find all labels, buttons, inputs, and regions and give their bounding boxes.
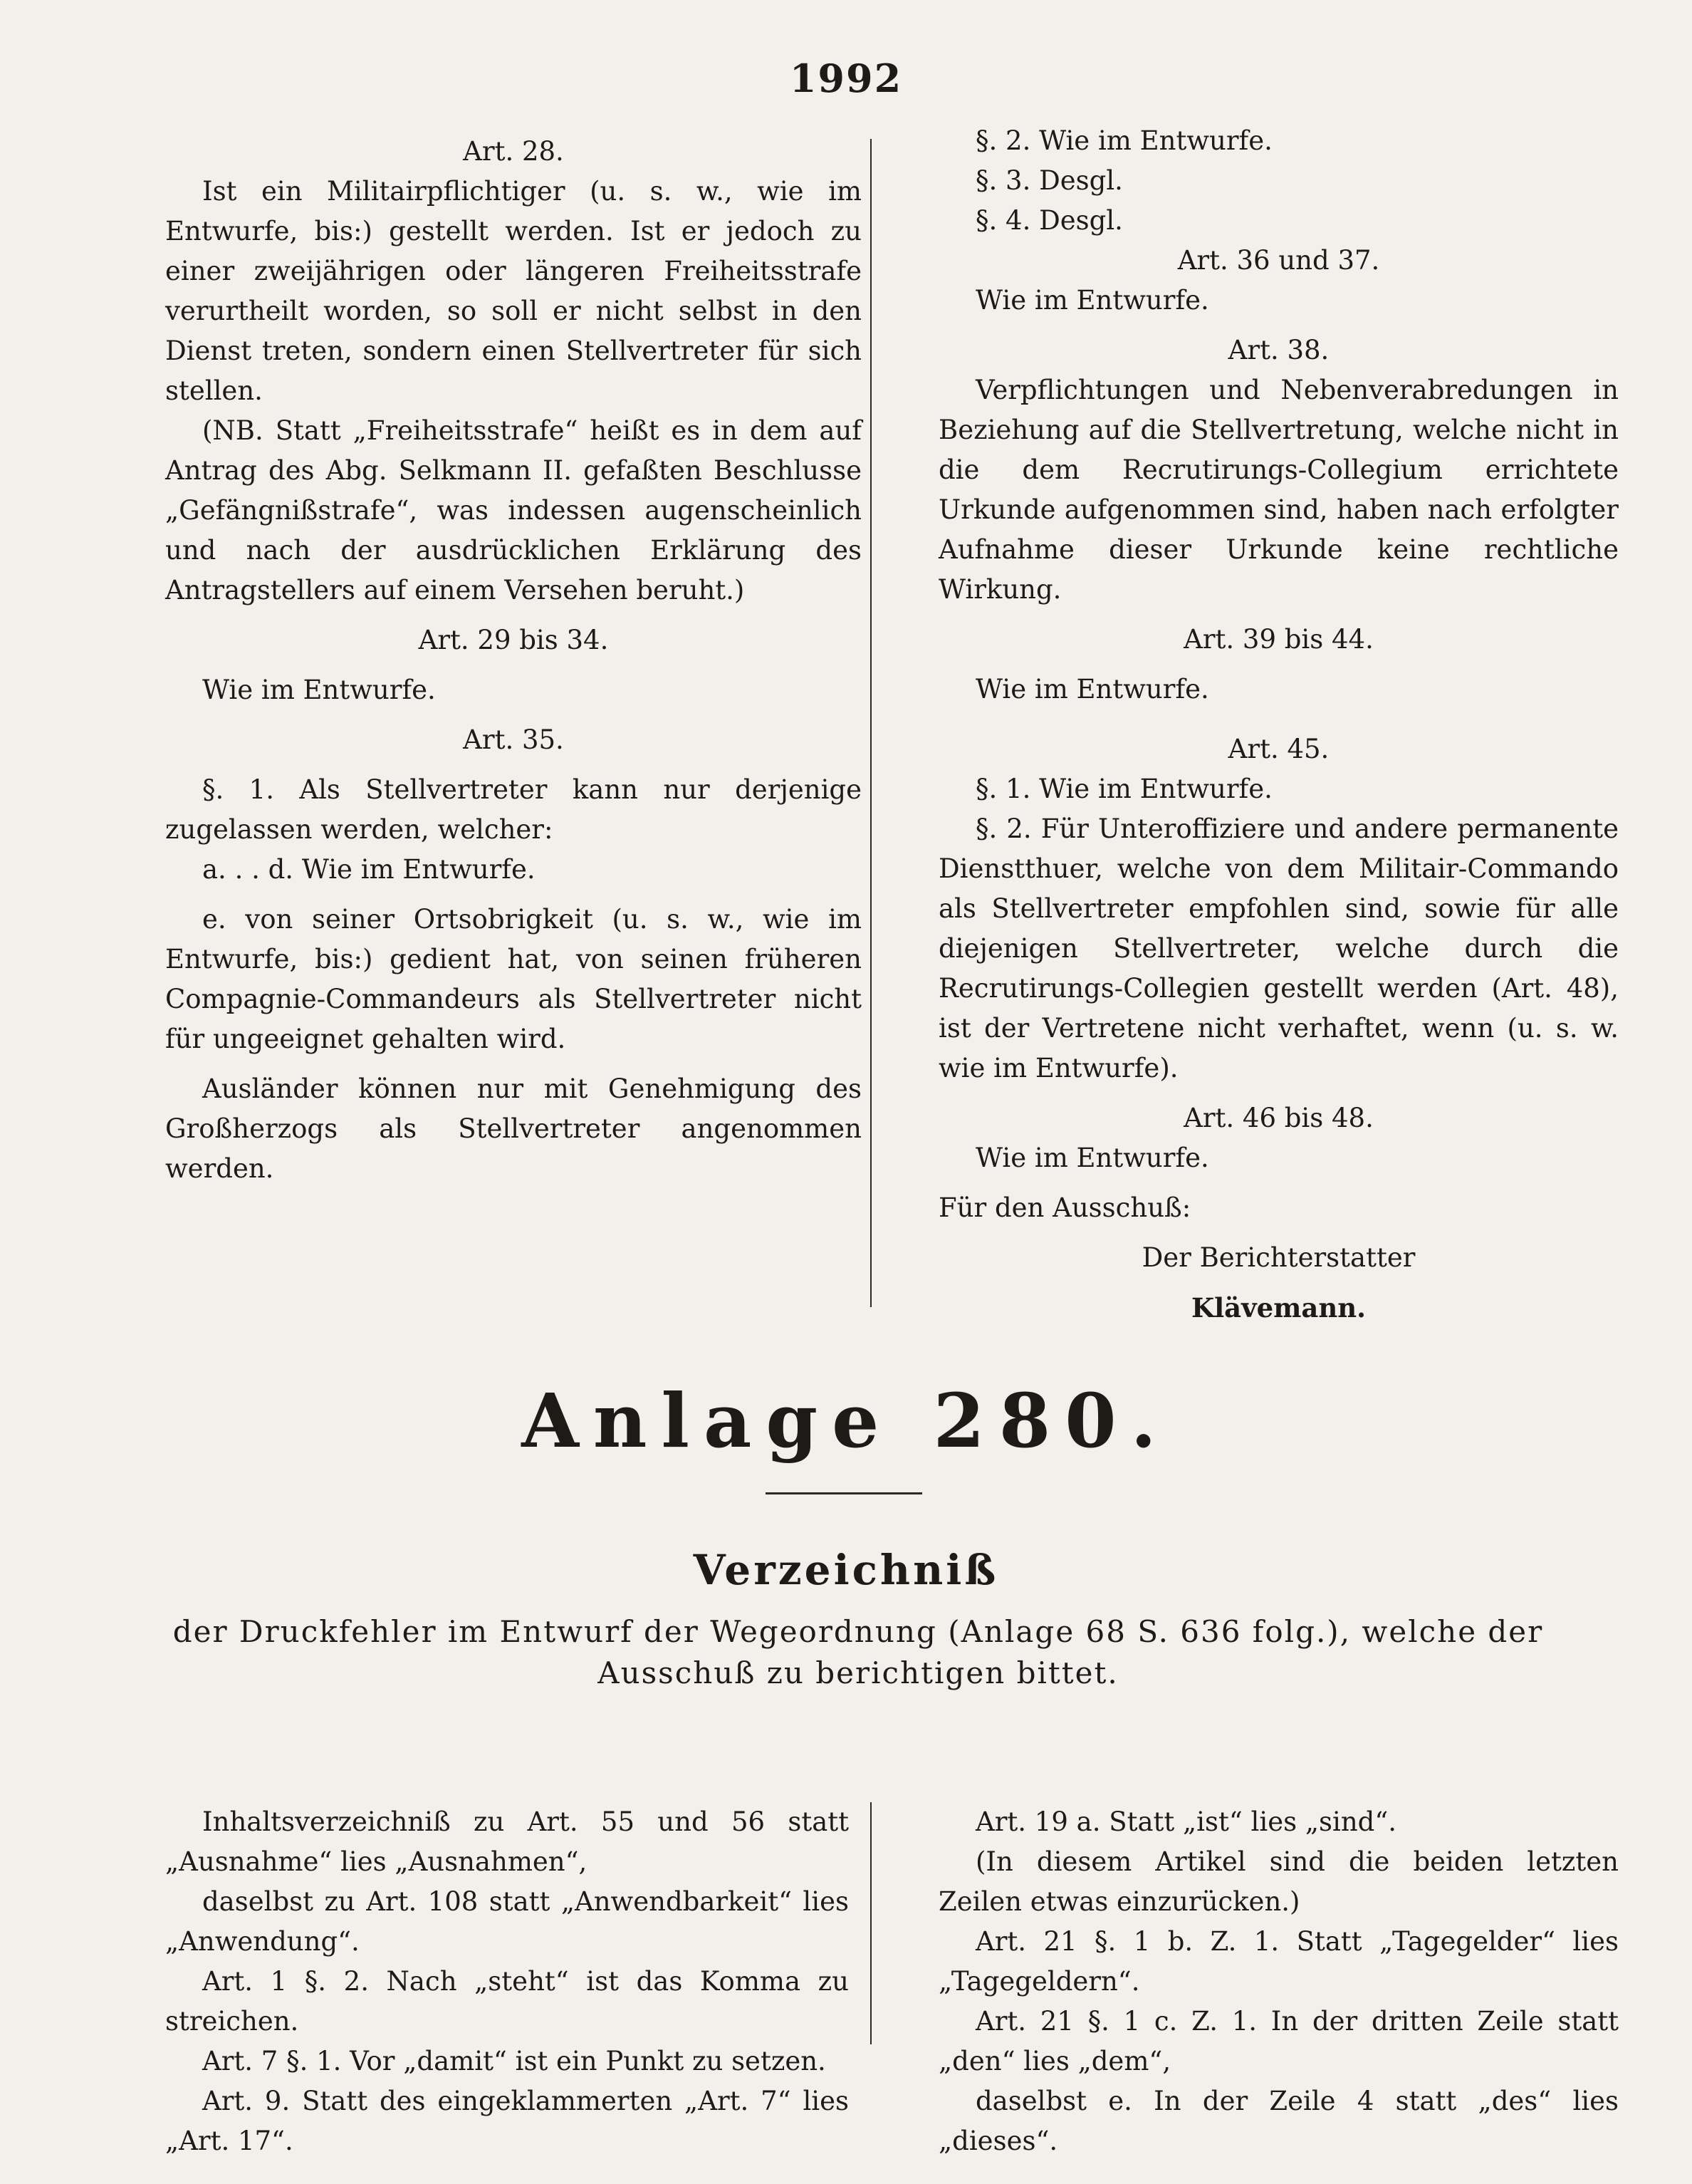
art45-para2: §. 2. Für Unteroffiziere und andere permanente Dienstthuer, welche von dem Militair-Commando als Stellvertreter empfohlen sind, sowie für alle diejenigen Stellvertreter, welche durch die Recrutirungs-Collegien gestellt werden (Art. 48), ist der Vertretene nicht verhaftet, wenn (u. s. w. wie im Entwurfe). <box>939 813 1619 1083</box>
art45-para1: §. 1. Wie im Entwurfe. <box>976 774 1273 804</box>
verzeichniss-heading: Verzeichniß <box>693 1546 999 1594</box>
art35-p4: §. 4. Desgl. <box>976 205 1123 236</box>
art35-items-a-d: a. . . d. Wie im Entwurfe. <box>202 854 536 885</box>
errata-item: Art. 19 a. Statt „ist“ lies „sind“. <box>976 1806 1397 1837</box>
art38-heading: Art. 38. <box>1228 335 1330 365</box>
reporter-title: Der Berichterstatter <box>1142 1242 1416 1273</box>
art36-37-heading: Art. 36 und 37. <box>1177 245 1380 276</box>
art46-48-heading: Art. 46 bis 48. <box>1184 1103 1374 1133</box>
errata-item: Art. 7 §. 1. Vor „damit“ ist ein Punkt zu setzen. <box>202 2046 826 2076</box>
nb-note: (NB. Statt „Freiheitsstrafe“ heißt es in dem auf Antrag des Abg. Selkmann II. gefaßten Beschlusse „Gefängnißstrafe“, was indessen augenscheinlich und nach der ausdrücklichen Erklärung des Antragstellers auf einem Versehen beruht.) <box>165 415 862 605</box>
art28-text: Ist ein Militairpflichtiger (u. s. w., wie im Entwurfe, bis:) gestellt werden. Ist er jedoch zu einer zweijährigen oder längeren Freiheitsstrafe verurtheilt worden, so soll er nicht selbst in den Dienst treten, sondern einen Stellvertreter für sich stellen. <box>165 176 862 406</box>
art46-48-text: Wie im Entwurfe. <box>976 1143 1209 1173</box>
art29-34-text: Wie im Entwurfe. <box>202 675 436 705</box>
art35-para1: §. 1. Als Stellvertreter kann nur derjenige zugelassen werden, welcher: <box>165 774 862 845</box>
art38-text: Verpflichtungen und Nebenverabredungen in Beziehung auf die Stellvertretung, welche nicht in die dem Recrutirungs-Collegium errichtete Urkunde aufgenommen sind, haben nach erfolgter Aufnahme dieser Urkunde keine rechtliche Wirkung. <box>939 375 1619 605</box>
art28-heading: Art. 28. <box>463 136 564 167</box>
left-column <box>165 132 862 1189</box>
art36-37-text: Wie im Entwurfe. <box>976 285 1209 316</box>
errata-item: Art. 21 §. 1 b. Z. 1. Statt „Tagegelder“ lies „Tagegeldern“. <box>939 1926 1619 1997</box>
errata-left-column <box>165 1802 849 2161</box>
art35-p3: §. 3. Desgl. <box>976 165 1123 196</box>
errata-item: daselbst zu Art. 108 statt „Anwendbarkeit“ lies „Anwendung“. <box>165 1886 849 1957</box>
page-number: 1992 <box>789 56 903 101</box>
errata-item: (In diesem Artikel sind die beiden letzten Zeilen etwas einzurücken.) <box>939 1846 1619 1917</box>
verzeichniss-subtitle: der Druckfehler im Entwurf der Wegeordnung (Anlage 68 S. 636 folg.), welche der Ausschuß zu berichtigen bittet. <box>172 1614 1544 1690</box>
art45-heading: Art. 45. <box>1228 734 1330 764</box>
committee-line: Für den Ausschuß: <box>939 1192 1191 1223</box>
reporter-name: Klävemann. <box>1191 1292 1367 1324</box>
right-column <box>939 121 1619 1328</box>
art35-item-e: e. von seiner Ortsobrigkeit (u. s. w., wie im Entwurfe, bis:) gedient hat, von seinen früheren Compagnie-Commandeurs als Stellvertreter nicht für ungeeignet gehalten wird. <box>165 904 862 1054</box>
art39-44-heading: Art. 39 bis 44. <box>1184 624 1374 655</box>
errata-item: daselbst e. In der Zeile 4 statt „des“ lies „dieses“. <box>939 2086 1619 2156</box>
art35-heading: Art. 35. <box>463 724 564 755</box>
column-divider-bottom <box>870 1802 872 2044</box>
art35-p2: §. 2. Wie im Entwurfe. <box>976 125 1273 156</box>
art39-44-text: Wie im Entwurfe. <box>976 674 1209 704</box>
art35-auslaender: Ausländer können nur mit Genehmigung des Großherzogs als Stellvertreter angenommen werden. <box>165 1073 862 1184</box>
anlage-rule <box>766 1492 922 1494</box>
errata-item: Art. 21 §. 1 c. Z. 1. In der dritten Zeile statt „den“ lies „dem“, <box>939 2006 1619 2076</box>
errata-item: Inhaltsverzeichniß zu Art. 55 und 56 statt „Ausnahme“ lies „Ausnahmen“, <box>165 1806 849 1877</box>
errata-item: Art. 9. Statt des eingeklammerten „Art. 7“ lies „Art. 17“. <box>165 2086 849 2156</box>
errata-right-column <box>939 1802 1619 2161</box>
anlage-title: Anlage 280. <box>521 1377 1171 1465</box>
art29-34-heading: Art. 29 bis 34. <box>418 625 609 655</box>
column-divider-top <box>870 139 872 1307</box>
errata-item: Art. 1 §. 2. Nach „steht“ ist das Komma zu streichen. <box>165 1966 849 2037</box>
